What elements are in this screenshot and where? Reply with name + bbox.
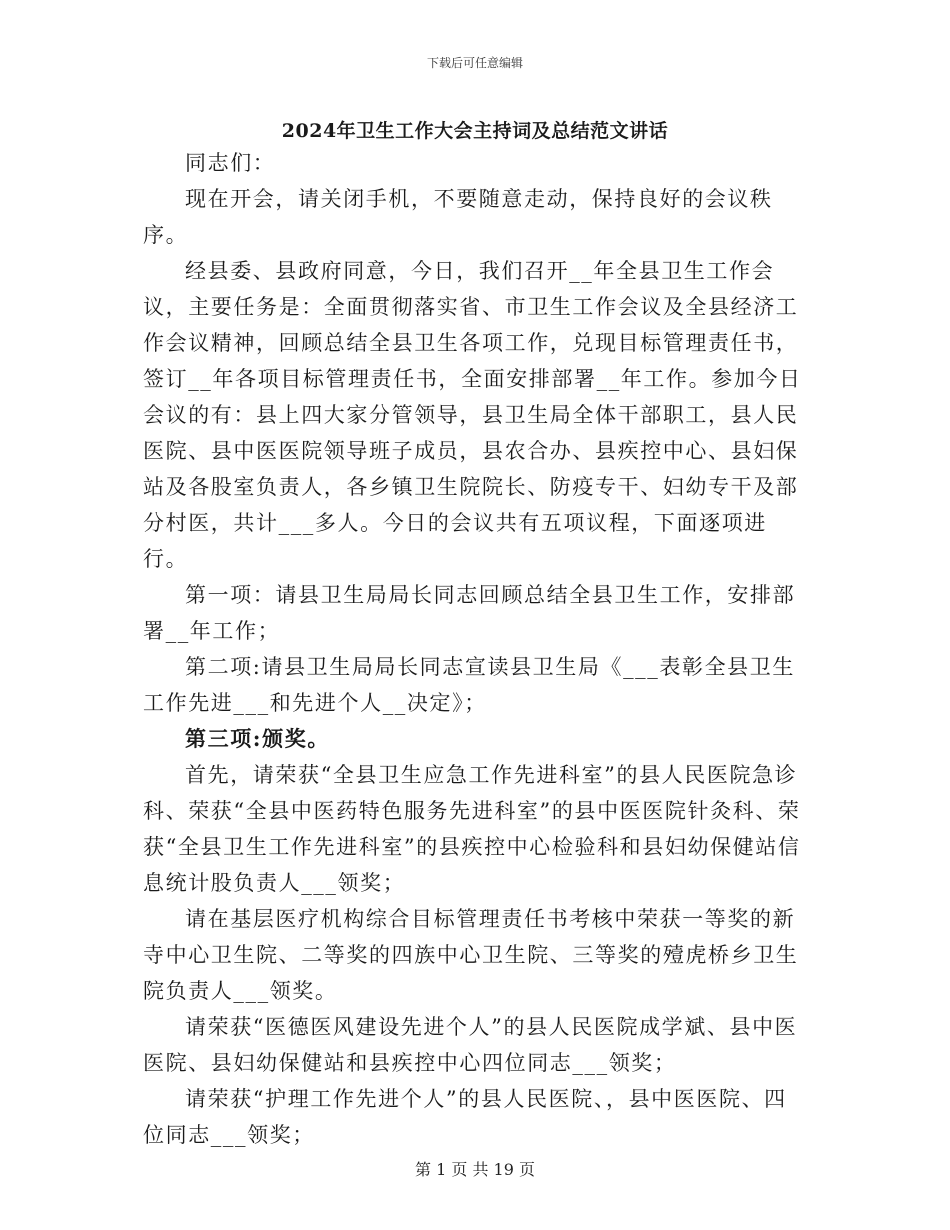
paragraph-overview: 经县委、县政府同意，今日，我们召开__年全县卫生工作会议，主要任务是：全面贯彻落实省、市卫生工作会议及全县经济工作会议精神，回顾总结全县卫生各项工作，兑现目标管理责任书，签订__年各项目标管理责任书，全面安排部署__年工作。参加今日会议的有：县上四大家分管领导，县卫生局全体干部职工，县人民医院、县中医医院领导班子成员，县农合办、县疾控中心、县妇保站及各股室负责人，各乡镇卫生院院长、防疫专干、妇幼专干及部分村医，共计___多人。今日的会议共有五项议程，下面逐项进行。 — [143, 259, 802, 571]
document-title: 2024年卫生工作大会主持词及总结范文讲话 — [281, 120, 669, 142]
paragraph-award-departments: 首先，请荣获“全县卫生应急工作先进科室”的县人民医院急诊科、荣获“全县中医药特色服务先进科室”的县中医医院针灸科、荣获“全县卫生工作先进科室”的县疾控中心检验科和县妇幼保健站信息统计股负责人___领奖； — [143, 763, 801, 895]
header-note: 下载后可任意编辑 — [426, 56, 523, 70]
paragraph-item-3-heading: 第三项:颁奖。 — [185, 726, 330, 751]
paragraph-award-nursing: 请荣获“护理工作先进个人”的县人民医院、，县中医医院、四位同志___领奖； — [143, 1087, 787, 1147]
paragraph-opening: 现在开会，请关闭手机，不要随意走动，保持良好的会议秩序。 — [143, 187, 773, 247]
paragraph-item-2: 第二项:请县卫生局局长同志宣读县卫生局《___表彰全县卫生工作先进___和先进个人__决定》； — [143, 655, 795, 715]
paragraph-item-1: 第一项：请县卫生局局长同志回顾总结全县卫生工作，安排部署__年工作； — [143, 583, 796, 643]
page-number: 第 1 页 共 19 页 — [415, 1160, 535, 1179]
document-body — [143, 145, 809, 1153]
paragraph-award-ethics: 请荣获“医德医风建设先进个人”的县人民医院成学斌、县中医医院、县妇幼保健站和县疾控中心四位同志___领奖； — [143, 1015, 798, 1075]
paragraph-award-clinics: 请在基层医疗机构综合目标管理责任书考核中荣获一等奖的新寺中心卫生院、二等奖的四族中心卫生院、三等奖的殪虎桥乡卫生院负责人___领奖。 — [143, 907, 799, 1003]
paragraph-greeting: 同志们： — [185, 151, 276, 175]
